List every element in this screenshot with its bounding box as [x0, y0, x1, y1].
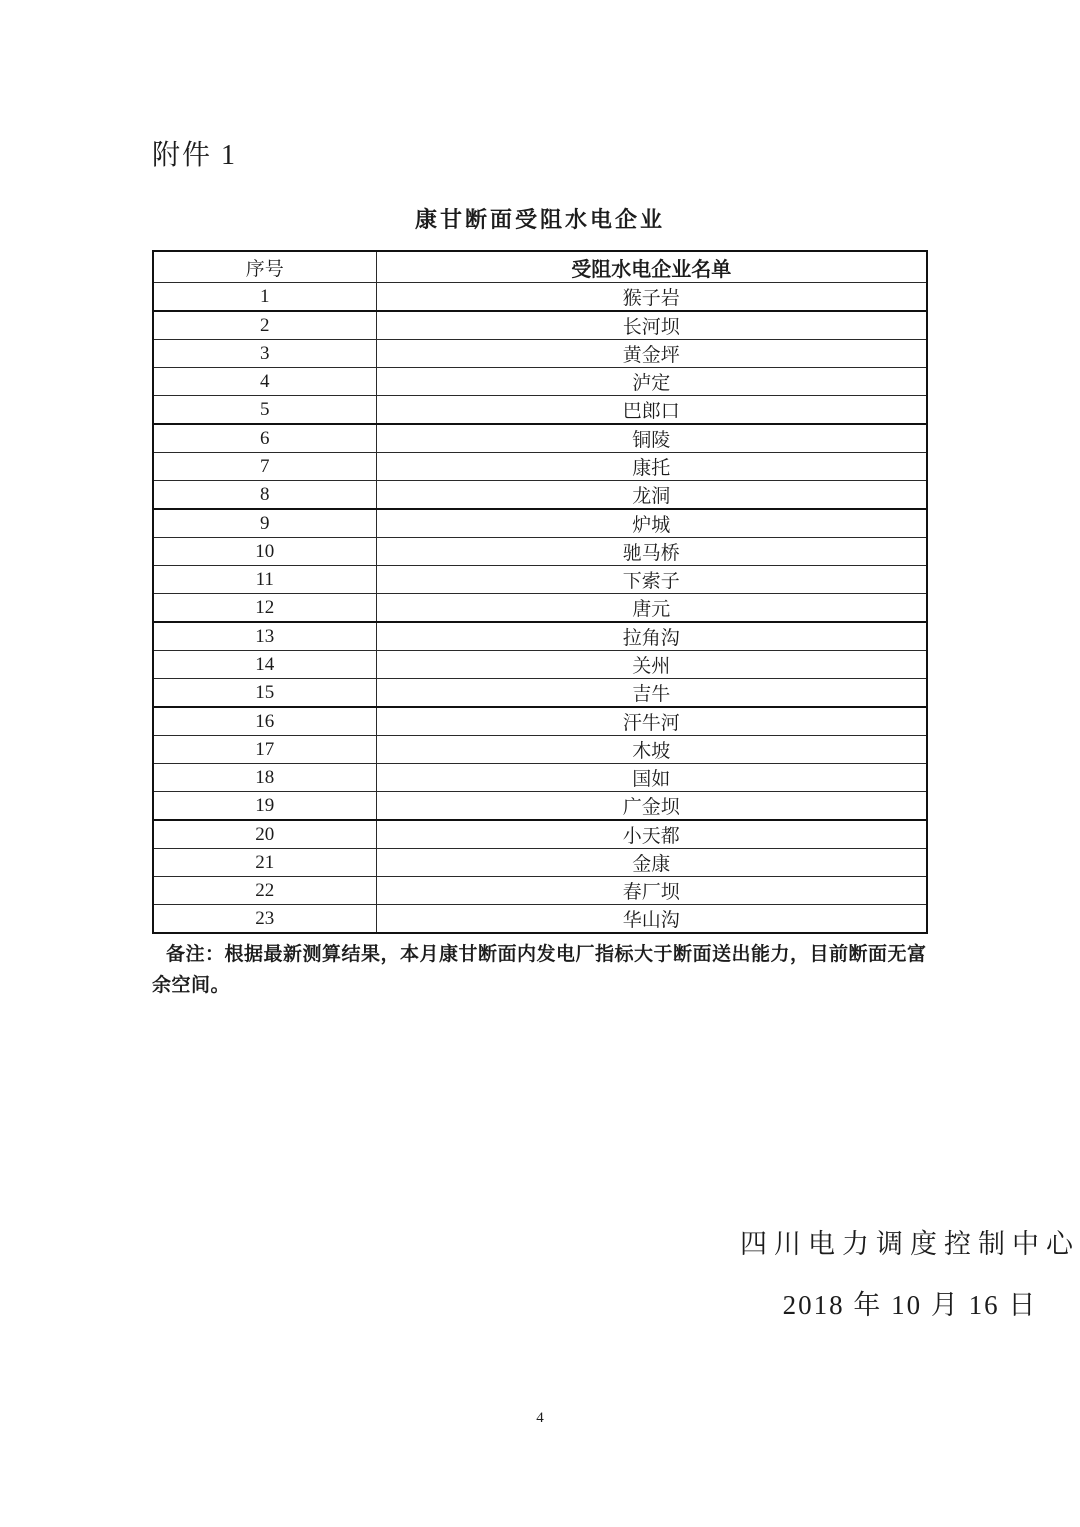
enterprise-name-cell: 春厂坝 [376, 877, 927, 905]
enterprise-name-cell: 吉牛 [376, 679, 927, 708]
enterprise-name-cell: 下索子 [376, 566, 927, 594]
document-content [152, 0, 928, 1001]
enterprise-name-cell: 国如 [376, 764, 927, 792]
row-number-cell: 4 [153, 368, 376, 396]
attachment-label: 附件 1 [152, 140, 238, 171]
enterprise-name-cell: 驰马桥 [376, 538, 927, 566]
enterprise-name-cell: 龙洞 [376, 481, 927, 510]
row-number-cell: 14 [153, 651, 376, 679]
enterprise-name-cell: 汗牛河 [376, 707, 927, 736]
table-row [153, 849, 927, 877]
table-row [153, 396, 927, 425]
enterprise-name-cell: 华山沟 [376, 905, 927, 934]
table-row [153, 792, 927, 821]
row-number-cell: 19 [153, 792, 376, 821]
row-number-cell: 17 [153, 736, 376, 764]
enterprise-name-cell: 黄金坪 [376, 340, 927, 368]
blocked-enterprises-table-body [153, 283, 927, 934]
signature-organization: 四川电力调度控制中心 [740, 1229, 1080, 1259]
row-number-cell: 5 [153, 396, 376, 425]
enterprise-name-cell: 炉城 [376, 509, 927, 538]
table-header [153, 251, 927, 283]
row-number-cell: 13 [153, 622, 376, 651]
signature-date: 2018 年 10 月 16 日 [782, 1290, 1038, 1320]
row-number-cell: 23 [153, 905, 376, 934]
enterprise-name-cell: 广金坝 [376, 792, 927, 821]
row-number-cell: 7 [153, 453, 376, 481]
table-row [153, 877, 927, 905]
row-number-cell: 22 [153, 877, 376, 905]
footnote: 备注：根据最新测算结果，本月康甘断面内发电厂指标大于断面送出能力，目前断面无富余空间。 [152, 944, 927, 996]
row-number-cell: 3 [153, 340, 376, 368]
table-row [153, 679, 927, 708]
table-row [153, 311, 927, 340]
table-row [153, 340, 927, 368]
enterprise-name-cell: 猴子岩 [376, 283, 927, 312]
row-number-cell: 18 [153, 764, 376, 792]
table-row [153, 707, 927, 736]
table-row [153, 538, 927, 566]
table-row [153, 424, 927, 453]
row-number-cell: 21 [153, 849, 376, 877]
enterprise-name-cell: 康托 [376, 453, 927, 481]
table-row [153, 622, 927, 651]
enterprise-name-cell: 木坡 [376, 736, 927, 764]
table-row [153, 283, 927, 312]
enterprise-name-cell: 长河坝 [376, 311, 927, 340]
enterprise-name-cell: 泸定 [376, 368, 927, 396]
row-number-cell: 12 [153, 594, 376, 623]
table-row [153, 481, 927, 510]
enterprise-name-cell: 关州 [376, 651, 927, 679]
row-number-cell: 2 [153, 311, 376, 340]
table-row [153, 651, 927, 679]
table-row [153, 566, 927, 594]
table-row [153, 594, 927, 623]
page-number: 4 [536, 1410, 544, 1426]
enterprise-name-cell: 小天都 [376, 820, 927, 849]
table-row [153, 453, 927, 481]
page-title: 康甘断面受阻水电企业 [414, 207, 665, 232]
row-number-cell: 1 [153, 283, 376, 312]
table-row [153, 820, 927, 849]
enterprise-name-cell: 巴郎口 [376, 396, 927, 425]
row-number-cell: 15 [153, 679, 376, 708]
signature-block [740, 1222, 1080, 1322]
enterprise-name-cell: 铜陵 [376, 424, 927, 453]
row-number-cell: 20 [153, 820, 376, 849]
enterprise-name-cell: 金康 [376, 849, 927, 877]
row-number-cell: 16 [153, 707, 376, 736]
column-header-number: 序号 [153, 251, 376, 283]
row-number-cell: 11 [153, 566, 376, 594]
table-row [153, 764, 927, 792]
blocked-enterprises-table [152, 250, 928, 934]
enterprise-name-cell: 唐元 [376, 594, 927, 623]
table-row [153, 905, 927, 934]
row-number-cell: 8 [153, 481, 376, 510]
row-number-cell: 9 [153, 509, 376, 538]
column-header-enterprise-list: 受阻水电企业名单 [376, 251, 927, 283]
table-row [153, 509, 927, 538]
table-row [153, 736, 927, 764]
table-row [153, 368, 927, 396]
row-number-cell: 6 [153, 424, 376, 453]
table-header-row [153, 251, 927, 283]
row-number-cell: 10 [153, 538, 376, 566]
enterprise-name-cell: 拉角沟 [376, 622, 927, 651]
